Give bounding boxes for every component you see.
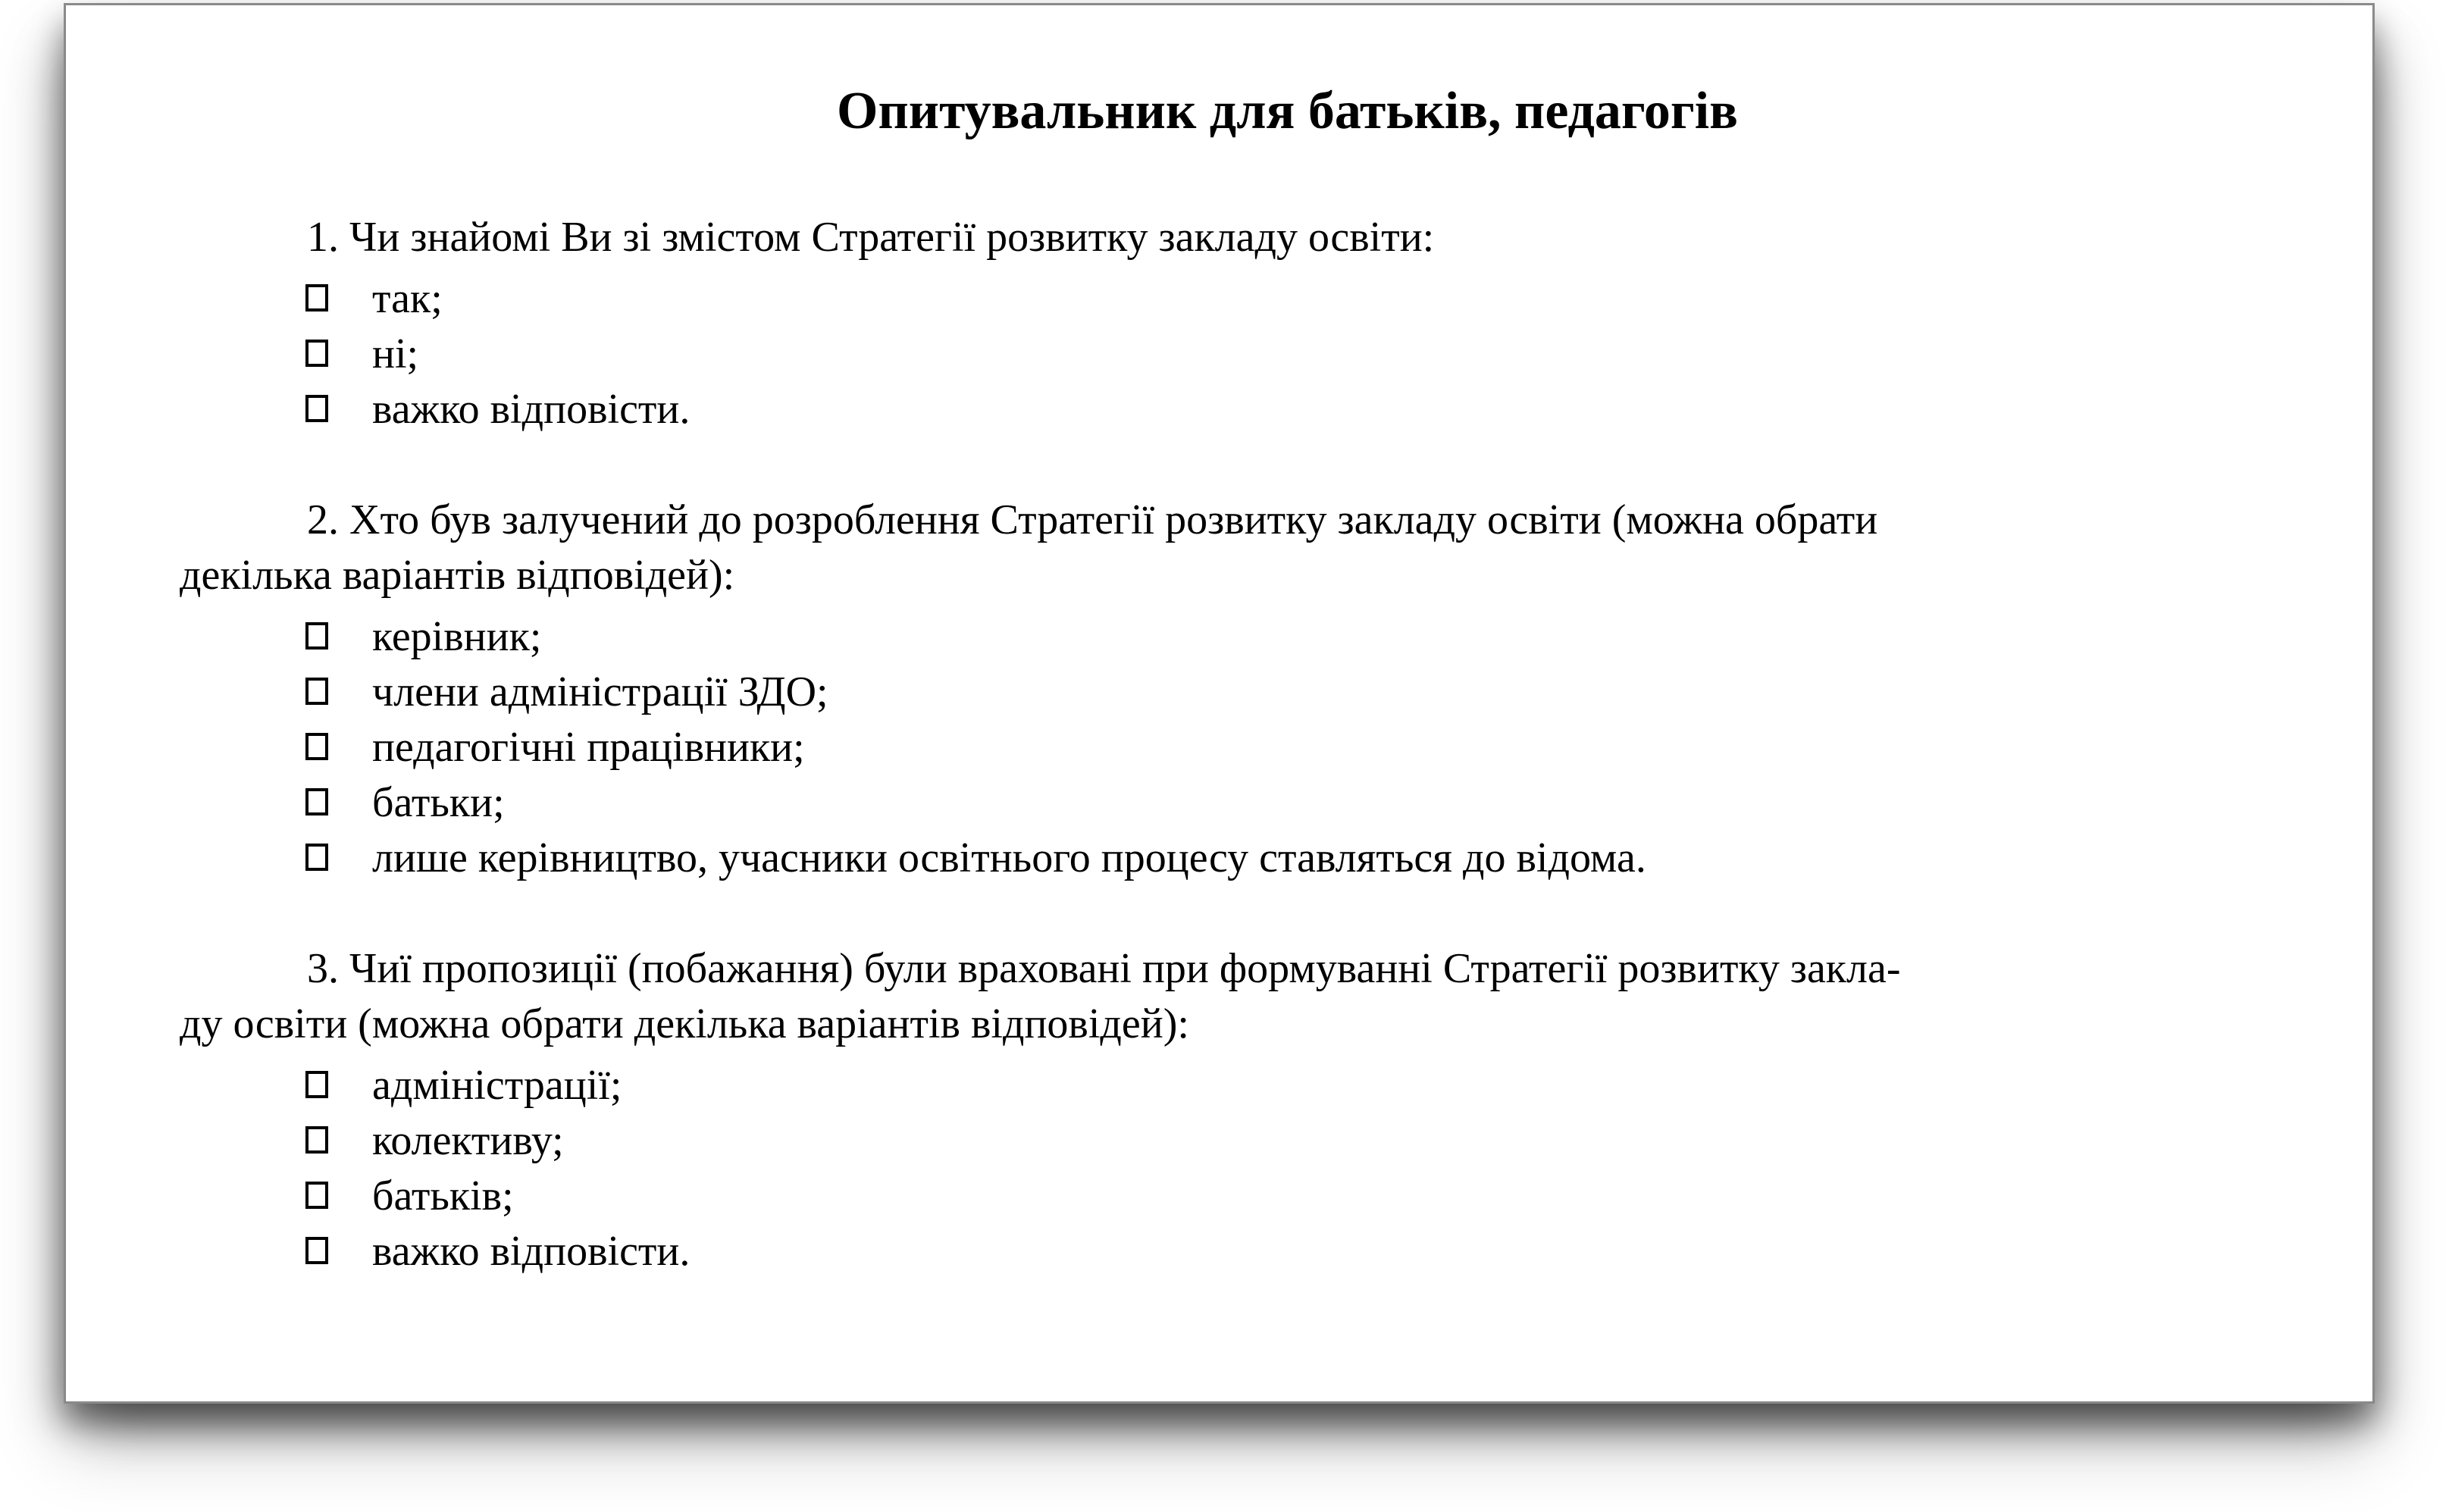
option-label: так; — [372, 275, 443, 322]
option-row — [180, 1169, 2319, 1224]
question-text-line: 2. Хто був залучений до розроблення Стратегії розвитку закладу освіти (можна обрати — [307, 496, 1878, 543]
checkbox-icon — [305, 1126, 328, 1154]
option-row — [180, 1113, 2319, 1169]
question-block — [180, 210, 2319, 437]
option-label: колективу; — [372, 1117, 564, 1164]
checkbox-icon — [305, 844, 328, 871]
checkbox-icon — [305, 678, 328, 705]
checkbox-icon — [305, 1071, 328, 1098]
checkbox-icon — [305, 1182, 328, 1209]
options-list — [180, 1058, 2319, 1279]
checkbox-icon — [305, 733, 328, 760]
option-label: ні; — [372, 330, 419, 377]
question-text-line: 1. Чи знайомі Ви зі змістом Стратегії розвитку закладу освіти: — [307, 214, 1435, 261]
page-content — [66, 77, 2372, 1279]
option-row — [180, 1224, 2319, 1279]
option-label: батьків; — [372, 1172, 514, 1219]
question-text-line: 3. Чиї пропозиції (побажання) були враховані при формуванні Стратегії розвитку закла- — [307, 945, 1901, 992]
question-block — [180, 493, 2319, 886]
checkbox-icon — [305, 788, 328, 815]
checkbox-icon — [305, 622, 328, 650]
option-row — [180, 382, 2319, 437]
options-list — [180, 609, 2319, 886]
option-label: педагогічні працівники; — [372, 724, 805, 771]
option-row — [180, 775, 2319, 831]
option-label: адміністрації; — [372, 1062, 622, 1109]
questions-container — [180, 210, 2319, 1279]
option-row — [180, 665, 2319, 720]
option-label: лише керівництво, учасники освітнього процесу ставляться до відома. — [372, 834, 1646, 881]
question-text-line: ду освіти (можна обрати декілька варіантів відповідей): — [180, 1000, 1189, 1047]
option-row — [180, 720, 2319, 775]
option-row — [180, 609, 2319, 665]
option-row — [180, 831, 2319, 886]
option-label: важко відповісти. — [372, 386, 691, 433]
checkbox-icon — [305, 284, 328, 311]
question-text-line: декілька варіантів відповідей): — [180, 552, 735, 599]
option-label: керівник; — [372, 613, 542, 660]
option-label: члени адміністрації ЗДО; — [372, 668, 828, 715]
option-row — [180, 271, 2319, 327]
checkbox-icon — [305, 395, 328, 422]
checkbox-icon — [305, 340, 328, 367]
option-row — [180, 1058, 2319, 1113]
option-label: батьки; — [372, 779, 505, 826]
questionnaire-page — [64, 3, 2375, 1404]
checkbox-icon — [305, 1237, 328, 1264]
question-block — [180, 941, 2319, 1279]
option-label: важко відповісти. — [372, 1228, 691, 1275]
options-list — [180, 271, 2319, 437]
page-title: Опитувальник для батьків, педагогів — [837, 82, 1738, 140]
option-row — [180, 327, 2319, 382]
